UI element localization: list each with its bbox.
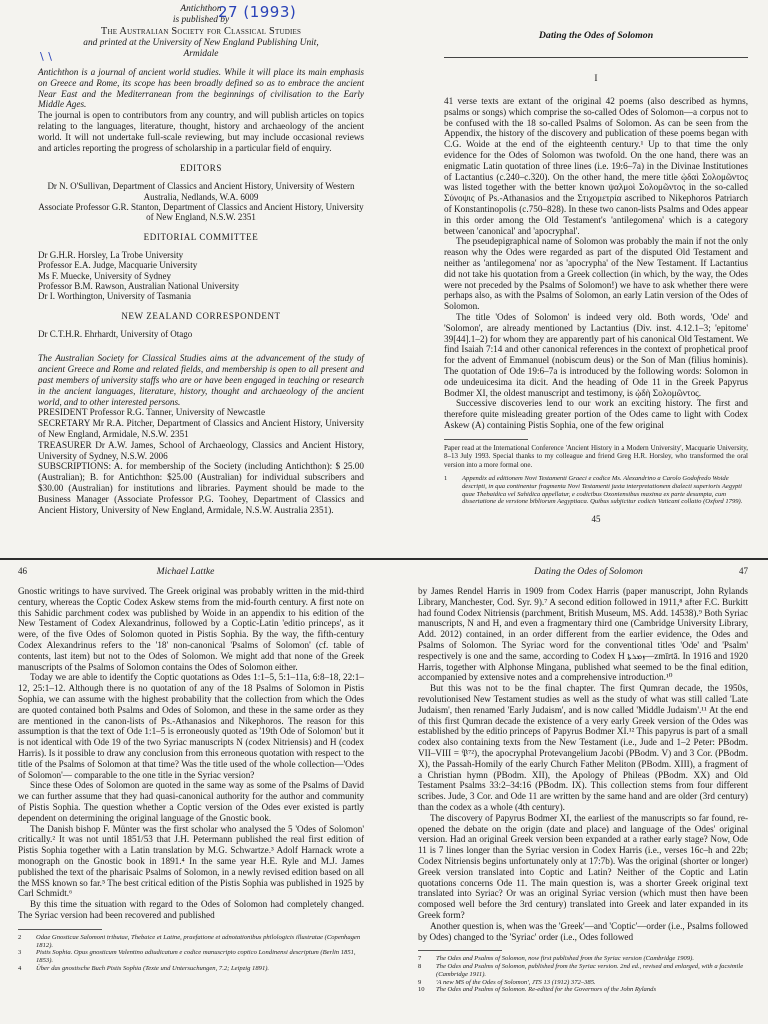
committee-member: Dr I. Worthington, University of Tasmania	[38, 291, 192, 301]
body-paragraph: The Danish bishop F. Münter was the first scholar who analysed the 5 'Odes of Solomon' critically.² It was not until 1851/53 that J.H. Petermann published the real first edition of Pistis Sophia together with a Latin translation by M.G. Schwartze.³ Adolf Harnack wrote a monograph on the Gnostic book in 1891.⁴ In the same year H.E. Ryle and M.J. James published the text of the pharisaic Psalms of Solomon, in a newly revised edition based on all the MSS known so far.⁵ The best critical edition of the Pistis Sophia was published in 1925 by Carl Schmidt.⁶	[18, 823, 365, 899]
committee-list	[38, 250, 364, 301]
page-number: 46	[18, 566, 27, 576]
footnote-number: 8	[418, 963, 422, 971]
nz-heading: NEW ZEALAND CORRESPONDENT	[121, 311, 281, 322]
footnote	[418, 986, 748, 994]
footnote-rule	[418, 950, 502, 951]
footnote-number: 10	[418, 986, 425, 994]
footnote-number: 7	[418, 955, 422, 963]
nz-correspondent	[38, 329, 364, 339]
committee-member: Ms F. Muecke, University of Sydney	[38, 270, 172, 281]
president-line: PRESIDENT Professor R.G. Tanner, University of Newcastle	[38, 407, 266, 418]
committee-member: Dr G.H.R. Horsley, La Trobe University	[38, 250, 184, 261]
body-paragraph: Successive discoveries lend to our work an exciting history. The first and therefore quite misleading greater portion of the Odes came to light with Codex Askew (A) containing Pistis Sophia, one of the few original	[444, 398, 748, 430]
treasurer-line: TREASURER Dr A.W. James, School of Archaeology, Classics and Ancient History, University of Sydney, N.S.W. 2006	[38, 439, 364, 461]
page-number: 45	[591, 514, 601, 525]
footnote-number: 4	[18, 964, 22, 972]
section-number: I	[594, 74, 598, 84]
published-by: is published by	[172, 15, 230, 25]
footnote	[418, 963, 748, 979]
editors-heading: EDITORS	[179, 163, 223, 174]
footnote-text: The Odes and Psalms of Solomon, now first published from the Syriac version (Cambridge 1909).	[436, 955, 694, 963]
handwritten-annotation: 27 (1993)	[218, 3, 297, 21]
secretary-line: SECRETARY Mr R.A. Pitcher, Department of Classics and Ancient History, University of New England, Armidale, N.S.W. 2351	[38, 418, 364, 439]
footnote	[418, 955, 748, 963]
body-paragraph: by James Rendel Harris in 1909 from Codex Harris (paper manuscript, John Rylands Library, Manchester, Cod. Syr. 9).⁷ A second edition followed in 1911,⁸ after F.C. Burkitt had found Codex Nitriensis (parchment, British Museum, MS. Add. 14538).⁹ Both Syriac manuscripts, N and H, and even a fragmentary third one (Cambridge University Library, Add. 2012) contained, in an order different from the earlier evidence, the Odes and Psalms of Solomon. The Syriac word for the conventional titles 'Ode' and 'Psalm' respectively is one and the same, according to Codex H ܙܡܪܬܐ—zmīrtā. In 1916 and 1920 Harris, together with Alphonse Mingana, published what seemed to be the final edition, accompanied by extensive notes and a comprehensive introduction.¹⁰	[418, 586, 748, 683]
body-paragraph: 41 verse texts are extant of the original 42 poems (also described as hymns, psalms or songs) which comprise the so-called Odes of Solomon—a corpus not to be confused with the 18 so-called Psalms of Solomon. As can be seen from the Appendix, the history of the discovery and publication of these poems began with C.G. Woide at the end of the eighteenth century.¹ Up to that time the only evidence for the Odes of Solomon was twofold. On the one hand, there was an enigmatic Latin quotation of three lines (i.e. 19:6–7a) in the Divinae Institutiones of Lactantius (c.240–c.320). On the other hand, the mere title ᾠδαὶ Σολομῶντος was listed together with the better known ψαλμοὶ Σολομῶντος in the so-called Σύνοψις of Ps.-Athanasios and the Στιχομετρία ascribed to Nikephoros Patriarch of Konstantinopolis (c.750–828). In these two canon-lists Psalms and Odes appear in this order among the Old Testament's 'antilegomena' which is a category between 'canonical' and 'apocryphal'.	[444, 96, 748, 236]
subscriptions-line: SUBSCRIPTIONS: A. for membership of the Society (including Antichthon): $ 25.00 (Australian); B. for Antichthon: $25.00 (Australian) for individual subscribers and $30.00 (Australian) for institutions and libraries. Payment should be made to the Business Manager (Associate Professor P.G. Toohey, Department of Classics and Ancient History, University of New England, Armidale, N.S.W. Australia 2351).	[38, 461, 364, 515]
footnote-text: Odae Gnosticae Salomoni tributae, Thebaice et Latine, praefatione et adnotationibus philologicis illustratae (Copenhagen 1812).	[36, 933, 361, 949]
masthead-header	[38, 3, 364, 63]
footnote	[444, 475, 748, 506]
masthead-page	[0, 0, 388, 560]
committee-member: Professor B.M. Rawson, Australian National University	[38, 280, 239, 291]
footnote-number: 9	[418, 978, 422, 986]
running-head	[418, 566, 748, 577]
running-head	[444, 30, 748, 41]
intro-paragraph: Antichthon is a journal of ancient world studies. While it will place its main emphasis on Greece and Rome, its scope has been broadly defined so as to embrace the ancient Near East and the Mediterranean from the beginnings of civilisation to the Early Middle Ages.	[38, 67, 364, 110]
margin-mark: \ \	[40, 50, 53, 63]
printed-place: Armidale	[183, 49, 219, 59]
footnote-rule	[18, 929, 102, 930]
page-number: 47	[738, 566, 748, 576]
page-47	[388, 560, 768, 1024]
nz-correspondent-name: Dr C.T.H.R. Ehrhardt, University of Otago	[38, 329, 193, 340]
society-aims: The Australian Society for Classical Studies aims at the advancement of the study of ancient Greece and Rome and related fields, and membership is open to all present and past members of university staffs who are or have been engaged in teaching or research in the ancient languages, literature, history, thought and archaeology of the ancient world, and to other interested persons.	[38, 353, 364, 407]
society-name: The Australian Society for Classical Studies	[100, 26, 302, 37]
running-head-author: Michael Lattke	[156, 566, 215, 577]
footnote-text: 'A new MS of the Odes of Solomon', JTS 13 (1912) 372–385.	[436, 978, 596, 986]
body-paragraph: Today we are able to identify the Coptic quotations as Odes 1:1–5, 5:1–11a, 6:8–18, 22:1–12, 25:1–12. Although there is no quotation of any of the 18 Psalms of Solomon in Pistis Sophia, we can assume with the highest probability that the collection from which the Odes are quoted contained both Psalms and Odes of Solomon, and these in the same order as they are mentioned in the canon-lists of Ps.-Athanasios and Nikephoros. The reason for this assumption is that the text of Ode 1:1–5 is erroneously quoted as '19th Ode of Solomon' but it is not identical with Ode 19 of the two Syriac manuscripts N (codex Nitriensis) and H (codex Harris). Is it possible to draw any conclusion from this erroneous quotation with respect to the title of the Psalms of Solomon at that time? Was the title used of the whole collection—'Odes of Solomon'— comparable to the one title in the Syriac version?	[18, 672, 364, 780]
footnote	[18, 934, 364, 950]
header-rule	[444, 57, 748, 58]
journal-name: Antichthon	[180, 4, 222, 14]
footnote	[418, 979, 748, 987]
running-head	[18, 566, 364, 577]
committee-member: Professor E.A. Judge, Macquarie University	[38, 260, 198, 271]
body-paragraph: Another question is, when was the 'Greek'—and 'Coptic'—order (i.e., Psalms followed by Odes) changed to the 'Syriac' order (i.e., Odes followed	[418, 920, 748, 942]
printed-at: and printed at the University of New England Publishing Unit,	[83, 38, 319, 48]
footnote-text: Über das gnostische Buch Pistis Sophia (Texte und Untersuchungen, 7.2; Leipzig 1891).	[36, 964, 270, 972]
page-46	[0, 560, 388, 1024]
footnote-text: The Odes and Psalms of Solomon, published from the Syriac version. 2nd ed., revised and enlarged, with a facsimile (Cambridge 1911).	[436, 963, 744, 978]
footnote-text: Appendix ad editionem Novi Testamenti Graeci e codice Ms. Alexandrino a Carolo Godofredo Woide descripti, in qua continentur fragmenta Novi Testamenti juxta interpretationem dialecti superioris Aegypti quae Thebaidica vel Sahidica appellatur, e codicibus Oxoniensibus maxima ex parte desumpta, cum dissertatione de versione bibliorum Aegyptiaca. Quibus subjicitur codicis Vaticani collatio (Oxford 1799).	[462, 474, 743, 506]
paper-note: Paper read at the International Conference 'Ancient History in a Modern University', Macquarie University, 8–13 July 1993. Special thanks to my colleague and friend Greg H.R. Horsley, who transformed the oral version into a more formal one.	[444, 443, 748, 469]
footnote-rule	[444, 439, 528, 440]
body-paragraph: The discovery of Papyrus Bodmer XI, the earliest of the manuscripts so far found, re-opened the debate on the origin (date and place) and language of the Odes' original version. Had an original Greek version been expanded at a rather early stage? Now, Ode 11 is 7 lines longer than the Syriac version in Codex Harris (i.e., verses 16c–h and 22b; Codex Nitriensis begins unfortunately only at 17:7b). Was the original (shorter or longer) Greek version translated into Coptic and Latin? Neither of the Coptic and Latin quotations concerns Ode 11. The main question is, was a shorter Greek original text translated into Syriac? Or was an original Syriac version (which must then have been composed well before the 3rd century) translated into Greek and later expanded in its Greek form?	[418, 812, 748, 920]
body-paragraph: The title 'Odes of Solomon' is indeed very old. Both words, 'Ode' and 'Solomon', are already mentioned by Lactantius (Div. inst. 4.12.1–3; 'epitome' 39[44].1–2) for whom they are apparently part of his canonical Old Testament. We find Isaiah 7:14 and other canonical references in the context of prophetical proof for the advent of Emmanuel (nobiscum deus) or the Son of Man (filius hominis). The quotation of Ode 19:6–7a is introduced by the following words: Solomon in ode undeuicesima ita dicit. And the heading of Ode 11 in the Greek Papyrus Bodmer XI, the oldest manuscript and testimony, is ᾠδὴ Σολομῶντος.	[444, 311, 748, 398]
intro-paragraph-2: The journal is open to contributors from any country, and will publish articles on topics relating to the languages, literature, thought, history and archaeology of the ancient world. It will not undertake full-scale reviewing, but may include occasional reviews and articles reporting the progress of scholarship in a particular field of enquiry.	[38, 110, 364, 153]
body-paragraph: Gnostic writings to have survived. The Greek original was probably written in the mid-third century, whereas the Coptic Codex Askew stems from the mid-fourth century. A first note on this Sahidic parchment codex was published by Woide in an appendix to his edition of the New Testament of Codex Alexandrinus, followed by a Coptic-Latin 'editio princeps', as it were, of the five Odes of Solomon quoted in Pistis Sophia. By the way, the fifth-century Codex Alexandrinus refers to the '18' non-canonical 'Psalms of Solomon' (cf. table of contents, last item) but not to the Odes of Solomon. We might add that none of the Greek manuscripts of the Psalms of Solomon contains the Odes of Solomon either.	[18, 586, 364, 672]
running-head-text: Dating the Odes of Solomon	[538, 30, 654, 41]
body-paragraph: But this was not to be the final chapter. The first Qumran decade, the 1950s, revolutionised New Testament studies as well as the study of what was still called 'Late Judaism', then renamed 'Early Judaism', and is now called 'Middle Judaism'.¹¹ At the end of this first Qumran decade the existence of a very early Greek version of the Odes was established by the editio princeps of Papyrus Bodmer XI.¹² This papyrus is part of a small codex also containing texts from the New Testament (i.e., Jude and 1–2 Peter: PBodm. VII–VIII = 𝔓⁷²), the apocryphal Protevangelium Jacobi (PBodm. V) and 3 Cor. (PBodm. X), the Passah-Homily of the early Church Father Meliton (PBodm. XIII), a fragment of a Christian hymn (PBodm. XII), the Apology of Phileas (PBodm. XX) and Old Testament Psalms 33:2–34:16 (PBodm. IX). This collection stems from four different scribes. Jude, 3 Cor. and Ode 11 are written by the same hand and are older (3rd century) than the codex as a whole (4th century).	[418, 683, 748, 812]
footnote-number: 2	[18, 933, 22, 941]
footnote-text: The Odes and Psalms of Solomon. Re-edited for the Governors of the John Rylands	[436, 986, 657, 994]
footnote	[18, 965, 364, 973]
body-paragraph: The pseudepigraphical name of Solomon was probably the main if not the only reason why the Odes were regarded as part of the disputed Old Testament and neither as 'antilegomena' nor as 'apocrypha' of the New Testament. If Lactantius did not take his quotation from a Greek collection (in which, by the way, the Odes were not preceded by the Psalms of Solomon!) we have to ask whether there were perhaps also, as with the Psalms of Solomon, an early Latin version of the Odes of Solomon.	[444, 236, 748, 312]
footnote-number: 1	[444, 474, 448, 482]
editor-entry: Associate Professor G.R. Stanton, Department of Classics and Ancient History, University of New England, N.S.W. 2351	[38, 201, 364, 222]
footnote-text: Pistis Sophia. Opus gnosticum Valentino adiudicatum e codice manuscripto coptico Londinensi descriptum (Berlin 1851, 1853).	[36, 949, 356, 965]
running-head-title: Dating the Odes of Solomon	[534, 566, 643, 577]
body-paragraph: By this time the situation with regard to the Odes of Solomon had completely changed. The Syriac version had been recovered and published	[18, 899, 364, 920]
footnote-number: 3	[18, 949, 22, 957]
editors-list	[38, 181, 364, 222]
editor-entry: Dr N. O'Sullivan, Department of Classics and Ancient History, University of Western Australia, Nedlands, W.A. 6009	[47, 181, 355, 202]
body-paragraph: Since these Odes of Solomon are quoted in the same way as some of the Psalms of David we can further assume that they had quasi-canonical authority for the author and community of Pistis Sophia. The question whether a Coptic version of the Odes ever existed is partly dependent on determining the original language of the Gnostic book.	[18, 780, 364, 823]
footnote	[18, 949, 364, 965]
page-45	[388, 0, 768, 560]
committee-heading: EDITORIAL COMMITTEE	[143, 232, 259, 243]
